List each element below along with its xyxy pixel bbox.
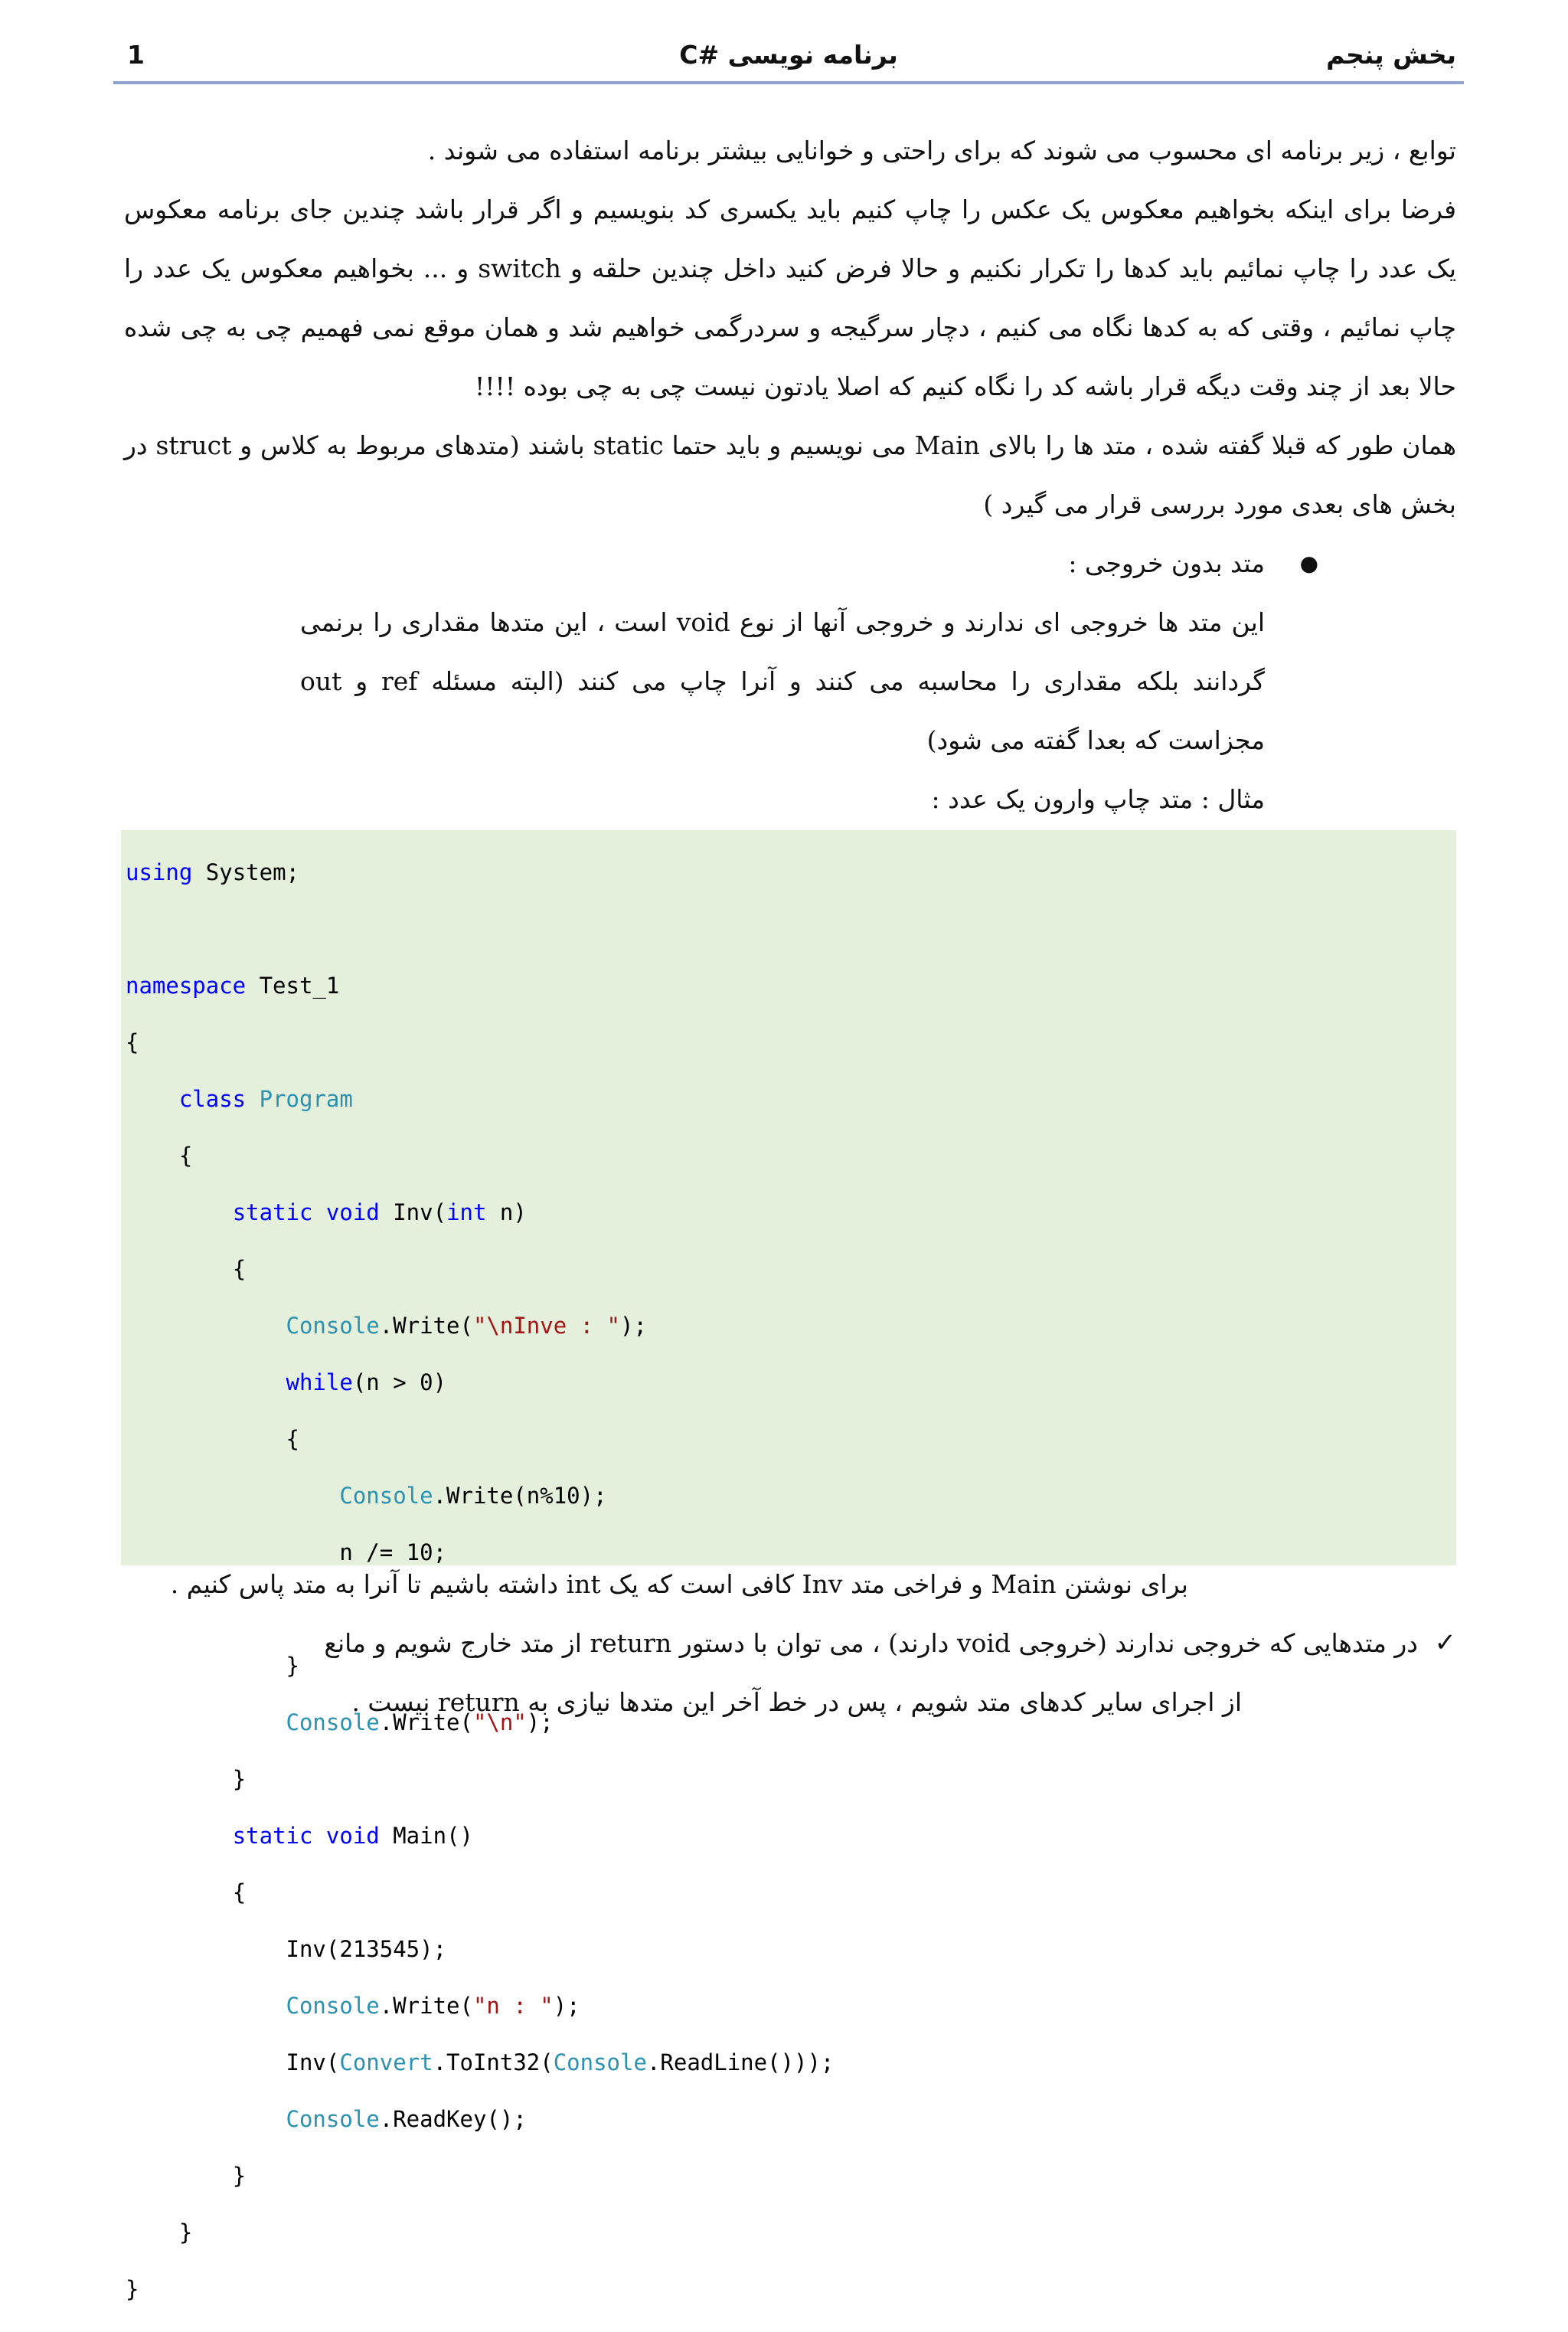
code-token: class <box>178 1086 247 1112</box>
page-number: 1 <box>127 40 145 70</box>
code-token: Program <box>259 1086 353 1112</box>
code-token: Console <box>286 1709 380 1735</box>
code-line <box>121 1312 1456 1340</box>
code-token: .ReadKey(); <box>379 2106 527 2132</box>
code-token: } <box>126 2276 139 2302</box>
code-line <box>121 972 1456 1000</box>
code-line <box>121 1992 1456 2020</box>
code-line <box>121 2219 1456 2247</box>
bullet-item: ● متد بدون خروجی : <box>124 534 1456 593</box>
code-line <box>121 1029 1456 1057</box>
code-line <box>121 2105 1456 2134</box>
code-token: int <box>446 1199 487 1225</box>
code-token: .Write(n%10); <box>433 1483 607 1509</box>
code-line <box>121 1765 1456 1794</box>
code-token: using <box>126 859 193 885</box>
code-token: void <box>325 1199 380 1225</box>
code-token: } <box>232 2163 247 2189</box>
code-token: .ReadLine())); <box>646 2049 835 2075</box>
code-token: { <box>178 1143 193 1169</box>
code-token: Inv(213545); <box>286 1936 447 1962</box>
document-title: برنامه نویسی #C <box>679 40 898 70</box>
code-line <box>121 1142 1456 1170</box>
code-token: { <box>286 1426 299 1452</box>
code-token: Main() <box>379 1823 473 1849</box>
code-token: { <box>126 1029 139 1055</box>
code-token: System; <box>192 859 299 885</box>
code-line <box>121 1425 1456 1454</box>
example-paragraph: فرضا برای اینکه بخواهیم معکوس یک عکس را چاپ کنیم باید یکسری کد بنویسیم و اگر قرار باشد چندین جای برنامه معکوس یک عدد را چاپ نمائیم باید کدها را تکرار نکنیم و حالا فرض کنید داخل چندین حلقه و switch و ... بخواهیم معکوس یک عدد را چاپ نمائیم ، وقتی که به کدها نگاه می کنیم ، دچار سرگیجه و سردرگمی خواهیم شد و همان موقع نمی فهمیم چی به چی شده حالا بعد از چند وقت دیگه قرار باشه کد را نگاه کنیم که اصلا یادتون نیست چی به چی بوده !!!! <box>124 195 1457 401</box>
bullet-list <box>124 534 1456 593</box>
code-token: .Write( <box>379 1709 473 1735</box>
code-token: Console <box>553 2049 647 2075</box>
code-line <box>121 859 1456 887</box>
body-text <box>124 121 1456 888</box>
code-line <box>121 2049 1456 2077</box>
after-code-text <box>124 1555 1456 1732</box>
code-token: static <box>232 1199 313 1225</box>
code-token: Console <box>286 1313 380 1339</box>
check-list <box>124 1614 1456 1673</box>
code-token: n /= 10; <box>339 1539 447 1565</box>
check-item-continuation: از اجرای سایر کدهای متد شویم ، پس در خط آخر این متدها نیازی به return نیست . <box>351 1687 1242 1717</box>
code-token: while <box>286 1369 353 1395</box>
code-line <box>121 2162 1456 2190</box>
code-line <box>121 1199 1456 1227</box>
code-token: { <box>232 1879 247 1905</box>
code-token: .ToInt32( <box>433 2049 554 2075</box>
code-token: Console <box>286 2106 380 2132</box>
code-token: Console <box>339 1483 433 1509</box>
section-title: بخش پنجم <box>1326 40 1456 70</box>
code-line <box>121 1879 1456 1907</box>
code-line <box>121 915 1456 944</box>
page-header <box>113 37 1464 84</box>
check-item: ✓ در متدهایی که خروجی ندارند (خروجی void دارند) ، می توان با دستور return از متد خارج شویم و مانع <box>124 1614 1456 1673</box>
code-token: "\nInve : " <box>472 1313 621 1339</box>
code-token: .Write( <box>379 1993 473 2019</box>
code-token: Test_1 <box>246 973 340 999</box>
code-line <box>121 1369 1456 1397</box>
example-title: مثال : متد چاپ وارون یک عدد : <box>931 784 1265 814</box>
code-token: "\n" <box>472 1709 527 1735</box>
method-paragraph: همان طور که قبلا گفته شده ، متد ها را بالای Main می نویسیم و باید حتما static باشند (متدهای مربوط به کلاس و struct در بخش های بعدی مورد بررسی قرار می گیرد ) <box>124 430 1456 519</box>
code-token: namespace <box>126 973 247 999</box>
code-token: } <box>178 2219 193 2245</box>
code-token: "n : " <box>472 1993 554 2019</box>
code-token: void <box>325 1823 380 1849</box>
code-line <box>121 1935 1456 1964</box>
code-line <box>121 1255 1456 1284</box>
void-method-description: این متد ها خروجی ای ندارند و خروجی آنها از نوع void است ، این متدها مقداری را برنمی گردانند بلکه مقداری را محاسبه می کنند و آنرا چاپ می کنند (البته مسئله ref و out مجزاست که بعدا گفته می شود) <box>300 607 1265 755</box>
code-token: Inv( <box>286 2049 340 2075</box>
code-line <box>121 1085 1456 1114</box>
code-token: .Write( <box>379 1313 473 1339</box>
code-token: ); <box>620 1313 647 1339</box>
code-token: Console <box>286 1993 380 2019</box>
code-line <box>121 2275 1456 2304</box>
code-token: { <box>232 1256 247 1282</box>
code-line <box>121 1482 1456 1510</box>
code-token: } <box>286 1653 299 1679</box>
intro-paragraph: توابع ، زیر برنامه ای محسوب می شوند که برای راحتی و خوانایی بیشتر برنامه استفاده می شوند . <box>427 136 1456 165</box>
code-token: } <box>232 1766 247 1792</box>
code-token: (n > 0) <box>352 1369 447 1395</box>
usage-note: برای نوشتن Main و فراخی متد Inv کافی است که یک int داشته باشیم تا آنرا به متد پاس کنیم . <box>170 1569 1188 1599</box>
code-token: ); <box>526 1709 554 1735</box>
code-token: n) <box>486 1199 527 1225</box>
code-token: Convert <box>339 2049 433 2075</box>
code-line <box>121 1822 1456 1850</box>
code-token: ); <box>553 1993 580 2019</box>
code-token: static <box>232 1823 313 1849</box>
code-token: Inv( <box>379 1199 447 1225</box>
